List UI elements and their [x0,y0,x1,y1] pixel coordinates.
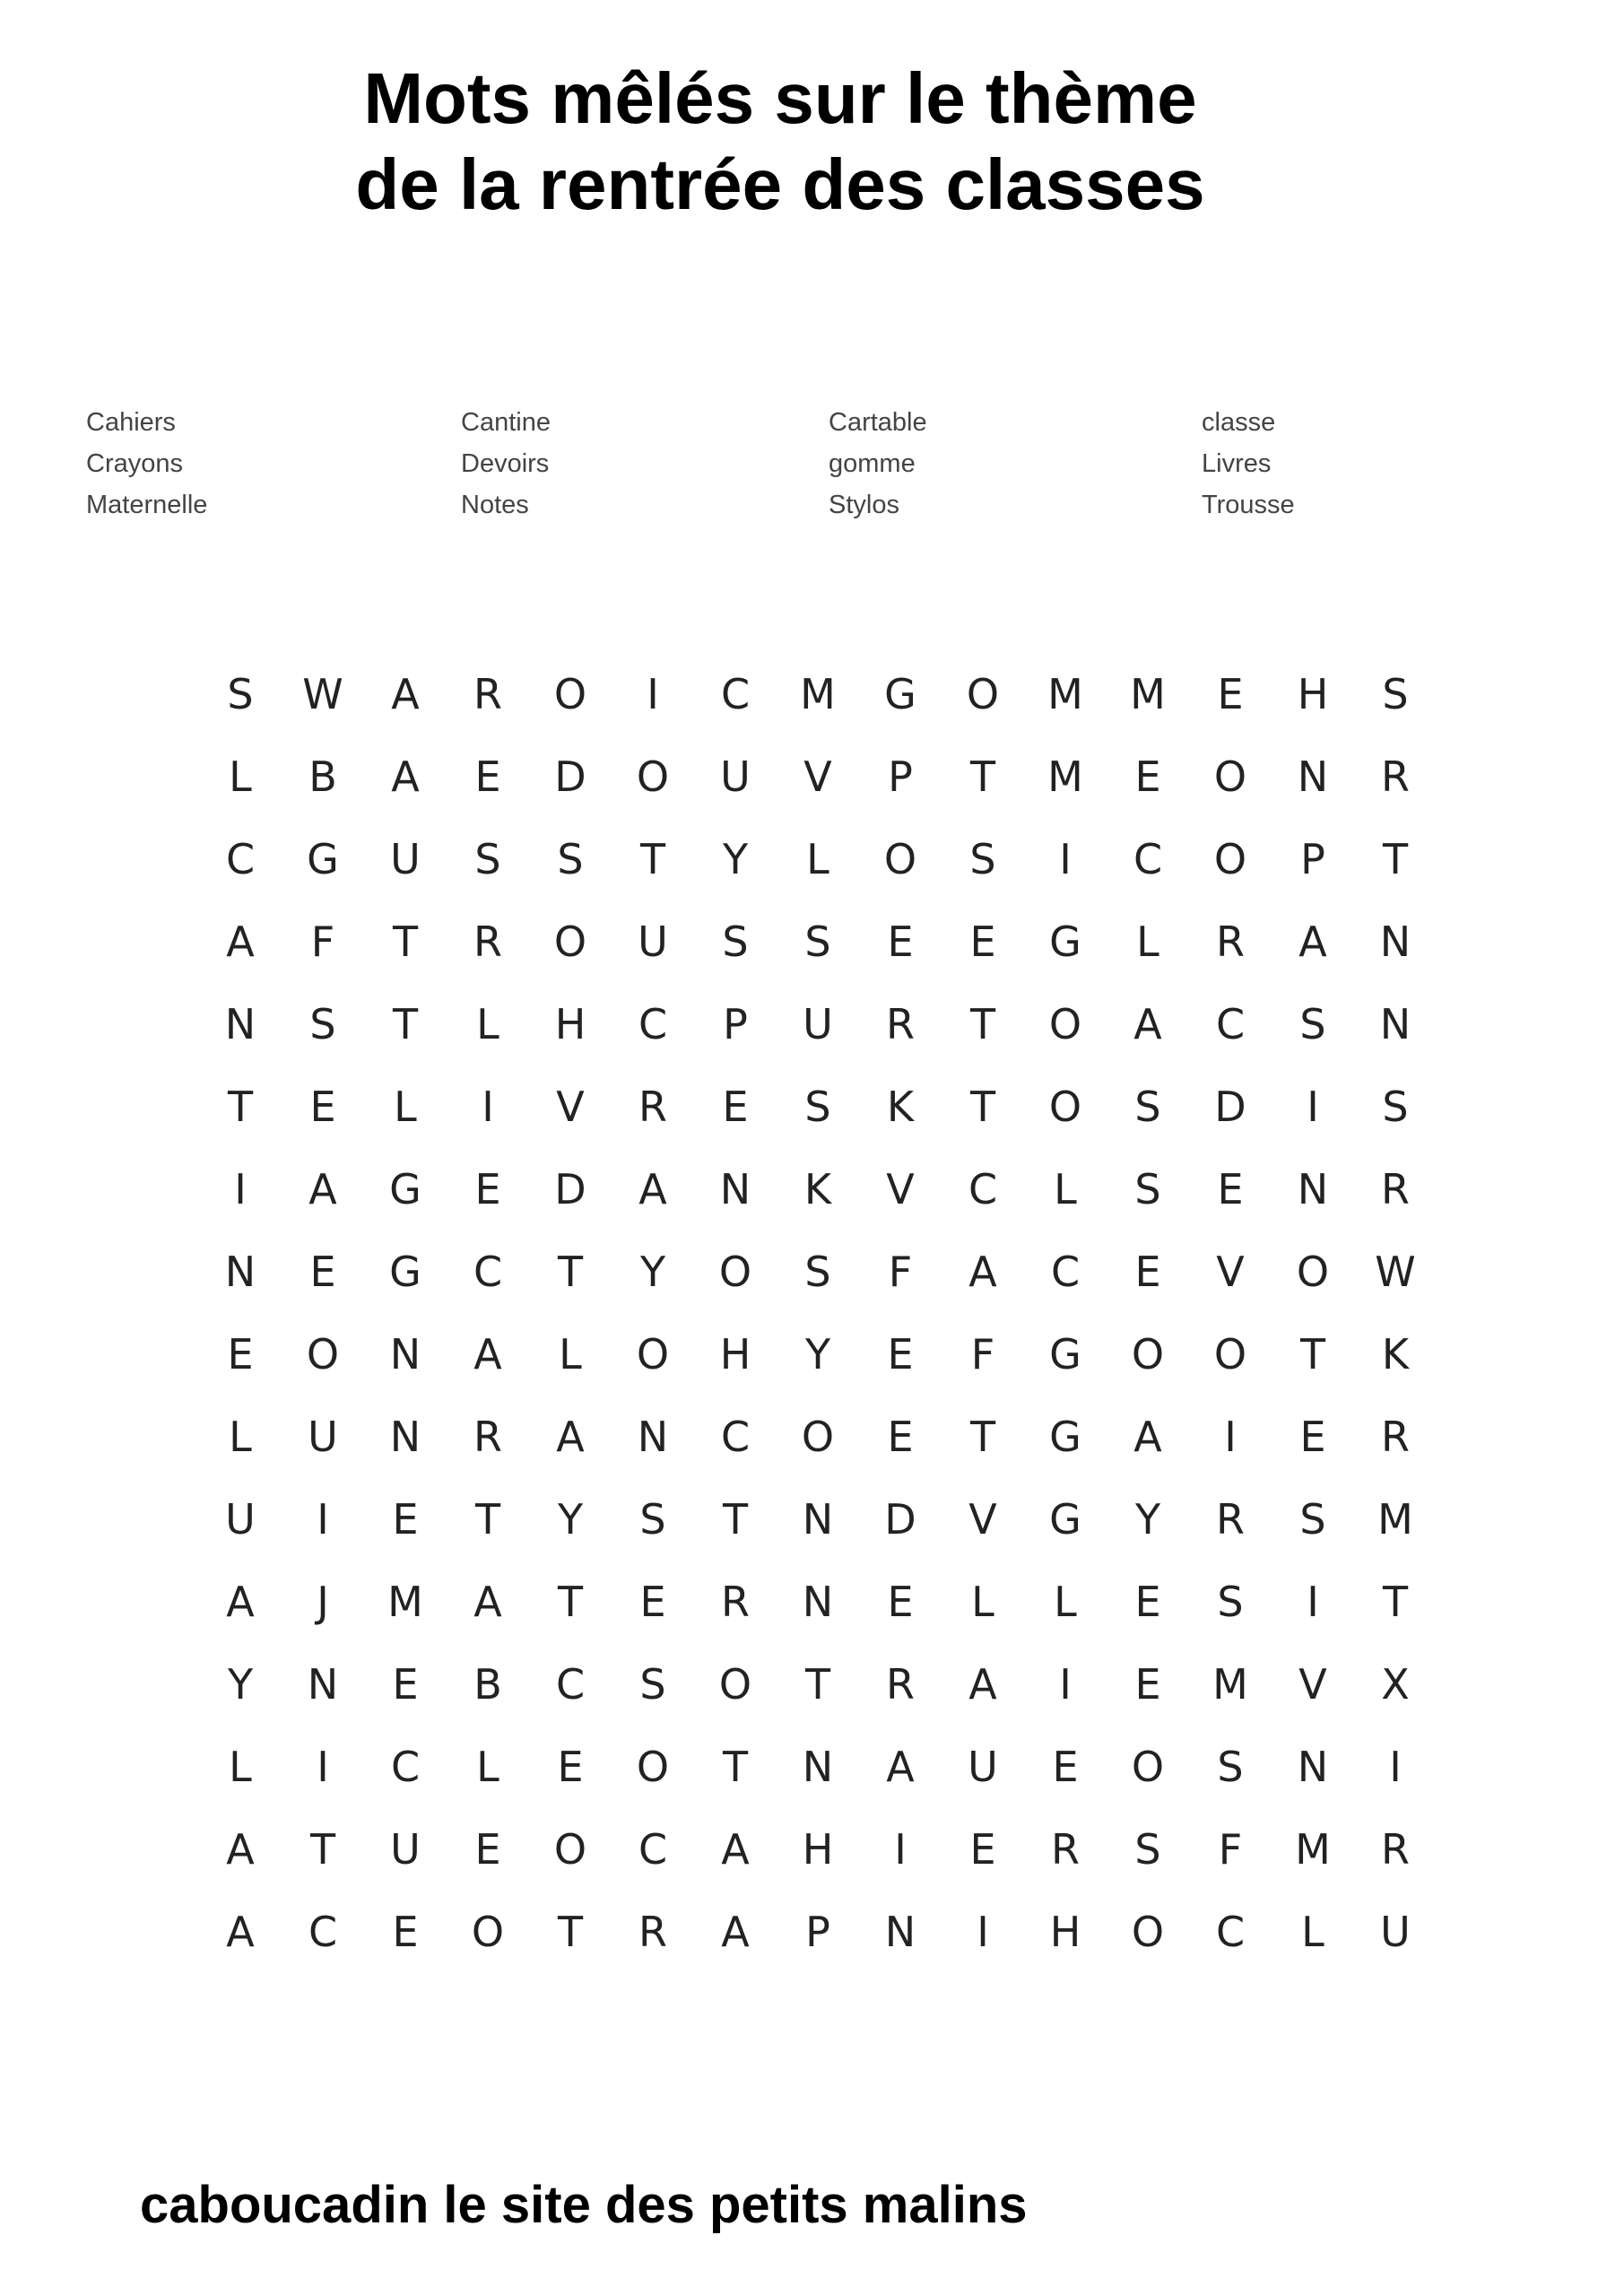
grid-letter[interactable]: E [1134,1578,1161,1626]
grid-letter[interactable]: O [883,835,917,883]
grid-letter[interactable]: R [1381,1413,1410,1461]
word-list-item: classe [1202,408,1276,437]
grid-letter[interactable]: N [389,1330,421,1378]
grid-letter[interactable]: R [1381,752,1410,801]
grid-letter[interactable]: L [476,1000,499,1048]
grid-letter[interactable]: E [887,1578,914,1626]
grid-letter[interactable]: N [1379,1000,1411,1048]
grid-letter[interactable]: S [1382,1083,1409,1131]
grid-letter[interactable]: A [638,1165,667,1213]
grid-letter[interactable]: T [1382,835,1409,883]
grid-letter[interactable]: I [1224,1413,1237,1461]
grid-letter[interactable]: E [722,1083,749,1131]
grid-letter[interactable]: O [1131,1908,1165,1956]
grid-letter[interactable]: T [392,918,419,966]
grid-letter[interactable]: C [720,1413,751,1461]
grid-letter[interactable]: N [637,1413,669,1461]
grid-letter[interactable]: I [317,1743,329,1791]
grid-letter[interactable]: R [1381,1165,1410,1213]
word-list-item: gomme [829,449,916,478]
word-list [86,402,1485,526]
grid-letter[interactable]: E [392,1908,419,1956]
grid-letter[interactable]: V [886,1165,915,1213]
grid-letter[interactable]: F [970,1330,995,1378]
grid-letter[interactable]: K [1381,1330,1410,1378]
grid-letter[interactable]: D [1214,1083,1246,1131]
grid-letter[interactable]: S [1134,1165,1161,1213]
grid-letter[interactable]: P [723,1000,748,1048]
grid-letter[interactable]: C [308,1908,338,1956]
grid-letter[interactable]: C [555,1660,586,1709]
grid-letter[interactable]: C [1215,1000,1246,1048]
grid-letter[interactable]: R [473,1413,502,1461]
grid-letter[interactable]: M [1212,1660,1248,1709]
grid-letter[interactable]: E [309,1083,336,1131]
grid-letter[interactable]: A [226,1578,255,1626]
grid-letter[interactable]: T [639,835,666,883]
grid-letter[interactable]: A [473,1578,502,1626]
grid-letter[interactable]: U [638,918,668,966]
grid-letter[interactable]: M [1047,670,1083,718]
word-list-item: Cartable [829,408,927,437]
grid-letter[interactable]: I [482,1083,494,1131]
grid-letter[interactable]: L [394,1083,417,1131]
grid-letter[interactable]: L [476,1743,499,1791]
grid-letter[interactable]: A [226,918,255,966]
grid-letter[interactable]: D [554,1165,586,1213]
grid-letter[interactable]: E [1217,1165,1244,1213]
grid-letter[interactable]: X [1381,1660,1410,1709]
grid-letter[interactable]: F [888,1248,913,1296]
grid-letter[interactable]: L [229,1743,252,1791]
grid-letter[interactable]: K [803,1165,832,1213]
grid-letter[interactable]: V [1298,1660,1327,1709]
grid-letter[interactable]: U [225,1495,256,1544]
grid-letter[interactable]: O [801,1413,835,1461]
grid-letter[interactable]: Y [227,1660,254,1709]
grid-letter[interactable]: T [1382,1578,1409,1626]
grid-letter[interactable]: I [977,1908,989,1956]
grid-letter[interactable]: S [804,1083,831,1131]
grid-letter[interactable]: H [802,1825,834,1874]
grid-letter[interactable]: S [557,835,584,883]
grid-letter[interactable]: E [474,752,501,801]
grid-letter[interactable]: C [225,835,256,883]
grid-letter[interactable]: R [886,1000,915,1048]
grid-letter[interactable]: G [1049,918,1081,966]
grid-letter[interactable]: N [884,1908,916,1956]
grid-letter[interactable]: R [1216,918,1245,966]
grid-letter[interactable]: K [886,1083,915,1131]
grid-letter[interactable]: E [392,1495,419,1544]
grid-letter[interactable]: C [1215,1908,1246,1956]
grid-letter[interactable]: L [806,835,829,883]
grid-letter[interactable]: T [474,1495,501,1544]
grid-letter[interactable]: E [309,1248,336,1296]
grid-letter[interactable]: R [1216,1495,1245,1544]
grid-letter[interactable]: S [1217,1743,1244,1791]
word-list-item: Cahiers [86,408,176,437]
grid-letter[interactable]: T [804,1660,831,1709]
grid-letter[interactable]: E [474,1825,501,1874]
grid-letter[interactable]: N [224,1000,256,1048]
grid-letter[interactable]: A [226,1825,255,1874]
grid-letter[interactable]: R [886,1660,915,1709]
grid-letter[interactable]: N [719,1165,751,1213]
grid-letter[interactable]: U [720,752,751,801]
grid-letter[interactable]: E [1134,1248,1161,1296]
grid-letter[interactable]: T [557,1578,584,1626]
grid-letter[interactable]: E [969,1825,996,1874]
grid-letter[interactable]: G [1049,1413,1081,1461]
grid-letter[interactable]: H [1297,670,1329,718]
grid-letter[interactable]: I [647,670,659,718]
grid-letter[interactable]: T [969,752,996,801]
grid-letter[interactable]: O [636,1743,670,1791]
word-list-item: Stylos [829,491,899,519]
grid-letter[interactable]: L [1136,918,1159,966]
grid-letter[interactable]: C [720,670,751,718]
grid-letter[interactable]: E [474,1165,501,1213]
grid-letter[interactable]: S [639,1495,666,1544]
grid-letter[interactable]: A [1133,1413,1162,1461]
grid-letter[interactable]: T [557,1248,584,1296]
grid-letter[interactable]: A [1298,918,1327,966]
page-title-line-1: Mots mêlés sur le thème [363,58,1197,138]
grid-letter[interactable]: R [638,1908,667,1956]
grid-letter[interactable]: A [968,1660,997,1709]
grid-letter[interactable]: G [1049,1495,1081,1544]
grid-letter[interactable]: A [886,1743,915,1791]
grid-letter[interactable]: D [884,1495,916,1544]
grid-letter[interactable]: C [638,1000,668,1048]
grid-letter[interactable]: S [722,918,749,966]
grid-letter[interactable]: T [309,1825,336,1874]
grid-letter[interactable]: H [719,1330,751,1378]
grid-letter[interactable]: P [805,1908,830,1956]
grid-letter[interactable]: N [802,1578,834,1626]
grid-letter[interactable]: A [968,1248,997,1296]
grid-letter[interactable]: W [302,670,343,718]
grid-letter[interactable]: N [1297,1165,1329,1213]
grid-letter[interactable]: S [639,1660,666,1709]
grid-letter[interactable]: O [1296,1248,1330,1296]
grid-letter[interactable]: Y [1134,1495,1161,1544]
grid-letter[interactable]: O [306,1330,340,1378]
grid-letter[interactable]: O [1213,835,1247,883]
grid-letter[interactable]: A [721,1908,750,1956]
grid-letter[interactable]: I [894,1825,907,1874]
grid-letter[interactable]: T [1299,1330,1326,1378]
grid-letter[interactable]: O [718,1660,752,1709]
grid-letter[interactable]: L [971,1578,994,1626]
page-title-line-2: de la rentrée des classes [355,144,1205,224]
grid-letter[interactable]: S [309,1000,336,1048]
grid-letter[interactable]: O [1213,1330,1247,1378]
grid-letter[interactable]: H [1049,1908,1081,1956]
word-list-item: Maternelle [86,491,208,519]
grid-letter[interactable]: L [1054,1578,1077,1626]
grid-letter[interactable]: E [639,1578,666,1626]
grid-letter[interactable]: U [308,1413,338,1461]
grid-letter[interactable]: E [227,1330,254,1378]
grid-letter[interactable]: O [553,918,587,966]
grid-letter[interactable]: Y [639,1248,666,1296]
grid-letter[interactable]: P [1300,835,1325,883]
grid-letter[interactable]: R [473,670,502,718]
grid-letter[interactable]: M [387,1578,423,1626]
grid-letter[interactable]: S [1217,1578,1244,1626]
grid-letter[interactable]: I [1059,1660,1072,1709]
grid-letter[interactable]: E [557,1743,584,1791]
grid-letter[interactable]: O [1048,1083,1082,1131]
word-list-item: Cantine [461,408,551,437]
grid-letter[interactable]: O [471,1908,505,1956]
word-list-item: Devoirs [461,449,550,478]
grid-letter[interactable]: T [722,1495,749,1544]
grid-letter[interactable]: T [392,1000,419,1048]
grid-letter[interactable]: N [307,1660,339,1709]
grid-letter[interactable]: Y [722,835,749,883]
grid-letter[interactable]: T [722,1743,749,1791]
grid-letter[interactable]: U [968,1743,998,1791]
grid-letter[interactable]: C [968,1165,998,1213]
grid-letter[interactable]: D [554,752,586,801]
grid-letter[interactable]: V [968,1495,997,1544]
grid-letter[interactable]: S [227,670,254,718]
word-list-item: Livres [1202,449,1272,478]
grid-letter[interactable]: B [473,1660,502,1709]
grid-letter[interactable]: I [317,1495,329,1544]
grid-letter[interactable]: E [1134,752,1161,801]
grid-letter[interactable]: V [1216,1248,1245,1296]
grid-letter[interactable]: A [391,670,420,718]
grid-letter[interactable]: O [553,1825,587,1874]
grid-letter[interactable]: A [226,1908,255,1956]
grid-letter[interactable]: B [308,752,337,801]
grid-letter[interactable]: C [638,1825,668,1874]
grid-letter[interactable]: I [1389,1743,1402,1791]
grid-letter[interactable]: N [802,1495,834,1544]
page-title [0,56,1560,228]
grid-letter[interactable]: V [803,752,832,801]
grid-letter[interactable]: I [234,1165,247,1213]
grid-letter[interactable]: A [308,1165,337,1213]
grid-letter[interactable]: S [1134,1083,1161,1131]
grid-letter[interactable]: T [227,1083,254,1131]
grid-letter[interactable]: L [229,752,252,801]
grid-letter[interactable]: N [1379,918,1411,966]
word-list-item: Notes [461,491,529,519]
word-list-item: Trousse [1202,491,1295,519]
grid-letter[interactable]: A [721,1825,750,1874]
grid-letter[interactable]: E [969,918,996,966]
grid-letter[interactable]: O [718,1248,752,1296]
grid-letter[interactable]: C [390,1743,421,1791]
grid-letter[interactable]: E [1052,1743,1079,1791]
letter-grid [199,653,1437,1973]
grid-letter[interactable]: N [389,1413,421,1461]
grid-letter[interactable]: L [229,1413,252,1461]
grid-letter[interactable]: E [1217,670,1244,718]
grid-letter[interactable]: T [969,1083,996,1131]
grid-letter[interactable]: T [969,1413,996,1461]
grid-letter[interactable]: E [887,1413,914,1461]
grid-letter[interactable]: J [317,1578,329,1626]
grid-letter[interactable]: A [473,1330,502,1378]
grid-letter[interactable]: F [310,918,335,966]
grid-letter[interactable]: O [1048,1000,1082,1048]
grid-letter[interactable]: N [224,1248,256,1296]
grid-letter[interactable]: G [389,1165,421,1213]
grid-letter[interactable]: L [1301,1908,1324,1956]
grid-letter[interactable]: G [307,835,339,883]
grid-letter[interactable]: T [557,1908,584,1956]
grid-letter[interactable]: S [1134,1825,1161,1874]
grid-letter[interactable]: O [1131,1743,1165,1791]
grid-letter[interactable]: A [391,752,420,801]
grid-letter[interactable]: E [1134,1660,1161,1709]
grid-letter[interactable]: E [887,918,914,966]
grid-letter[interactable]: A [1133,1000,1162,1048]
grid-letter[interactable]: O [636,752,670,801]
grid-letter[interactable]: S [1299,1495,1326,1544]
grid-letter[interactable]: T [969,1000,996,1048]
grid-letter[interactable]: S [1382,670,1409,718]
grid-letter[interactable]: Y [557,1495,584,1544]
grid-letter[interactable]: R [638,1083,667,1131]
grid-letter[interactable]: P [888,752,913,801]
grid-letter[interactable]: I [1307,1083,1319,1131]
grid-letter[interactable]: S [1299,1000,1326,1048]
grid-letter[interactable]: S [474,835,501,883]
grid-letter[interactable]: Y [804,1330,831,1378]
grid-letter[interactable]: M [1047,752,1083,801]
grid-letter[interactable]: I [1307,1578,1319,1626]
grid-letter[interactable]: G [884,670,916,718]
grid-letter[interactable]: E [1299,1413,1326,1461]
grid-letter[interactable]: U [1380,1908,1411,1956]
grid-letter[interactable]: I [1059,835,1072,883]
grid-letter[interactable]: L [1054,1165,1077,1213]
grid-letter[interactable]: M [800,670,836,718]
footer-text: caboucadin le site des petits malins [140,2176,1028,2234]
grid-letter[interactable]: C [473,1248,503,1296]
grid-letter[interactable]: U [390,835,421,883]
grid-letter[interactable]: R [1051,1825,1080,1874]
grid-letter[interactable]: C [1050,1248,1081,1296]
grid-letter[interactable]: G [1049,1330,1081,1378]
grid-letter[interactable]: C [1133,835,1163,883]
grid-letter[interactable]: E [887,1330,914,1378]
grid-letter[interactable]: M [1295,1825,1331,1874]
grid-letter[interactable]: O [636,1330,670,1378]
grid-letter[interactable]: M [1377,1495,1413,1544]
grid-letter[interactable]: S [804,1248,831,1296]
grid-letter[interactable]: S [969,835,996,883]
grid-letter[interactable]: M [1130,670,1166,718]
grid-letter[interactable]: E [392,1660,419,1709]
grid-letter[interactable]: W [1375,1248,1416,1296]
grid-letter[interactable]: G [389,1248,421,1296]
grid-letter[interactable]: L [559,1330,582,1378]
grid-letter[interactable]: O [553,670,587,718]
grid-letter[interactable]: V [556,1083,585,1131]
grid-letter[interactable]: H [554,1000,586,1048]
word-list-item: Crayons [86,449,183,478]
grid-letter[interactable]: U [803,1000,833,1048]
grid-letter[interactable]: S [804,918,831,966]
grid-letter[interactable]: R [1381,1825,1410,1874]
grid-letter[interactable]: O [1213,752,1247,801]
grid-letter[interactable]: N [802,1743,834,1791]
grid-letter[interactable]: U [390,1825,421,1874]
grid-letter[interactable]: R [473,918,502,966]
grid-letter[interactable]: R [721,1578,750,1626]
grid-letter[interactable]: N [1297,1743,1329,1791]
grid-letter[interactable]: A [556,1413,585,1461]
grid-letter[interactable]: O [1131,1330,1165,1378]
grid-letter[interactable]: N [1297,752,1329,801]
grid-letter[interactable]: F [1218,1825,1243,1874]
grid-letter[interactable]: O [966,670,1000,718]
